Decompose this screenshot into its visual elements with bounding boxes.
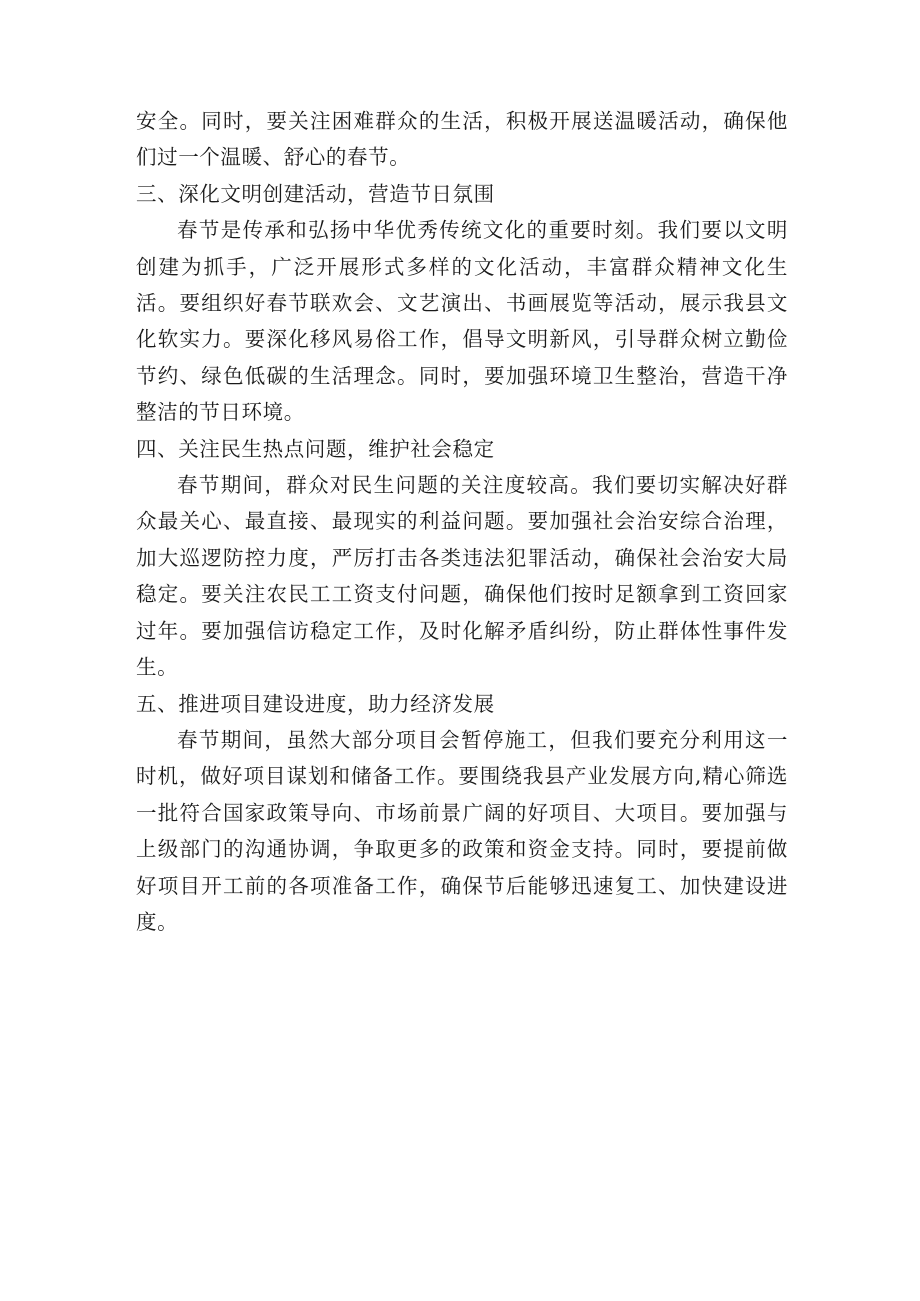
section-heading-3: 三、深化文明创建活动，营造节日氛围 xyxy=(136,181,495,206)
paragraph-section-5: 春节期间，虽然大部分项目会暂停施工，但我们要充分利用这一时机，做好项目谋划和储备工作。要围绕我县产业发展方向,精心筛选一批符合国家政策导向、市场前景广阔的好项目、大项目。要加强与上级部门的沟通协调，争取更多的政策和资金支持。同时，要提前做好项目开工前的各项准备工作，确保节后能够迅速复工、加快建设进度。 xyxy=(136,727,788,934)
document-body xyxy=(136,103,788,940)
paragraph-section-3: 春节是传承和弘扬中华优秀传统文化的重要时刻。我们要以文明创建为抓手，广泛开展形式多样的文化活动，丰富群众精神文化生活。要组织好春节联欢会、文艺演出、书画展览等活动，展示我县文化软实力。要深化移风易俗工作，倡导文明新风，引导群众树立勤俭节约、绿色低碳的生活理念。同时，要加强环境卫生整治，营造干净整洁的节日环境。 xyxy=(136,218,788,425)
section-heading-5: 五、推进项目建设进度，助力经济发展 xyxy=(136,691,495,716)
section-heading-4: 四、关注民生热点问题，维护社会稳定 xyxy=(136,436,495,461)
paragraph-section-4: 春节期间，群众对民生问题的关注度较高。我们要切实解决好群众最关心、最直接、最现实的利益问题。要加强社会治安综合治理，加大巡逻防控力度，严厉打击各类违法犯罪活动，确保社会治安大局稳定。要关注农民工工资支付问题，确保他们按时足额拿到工资回家过年。要加强信访稳定工作，及时化解矛盾纠纷，防止群体性事件发生。 xyxy=(136,473,788,680)
paragraph-continuation: 安全。同时，要关注困难群众的生活，积极开展送温暖活动，确保他们过一个温暖、舒心的春节。 xyxy=(136,109,788,170)
